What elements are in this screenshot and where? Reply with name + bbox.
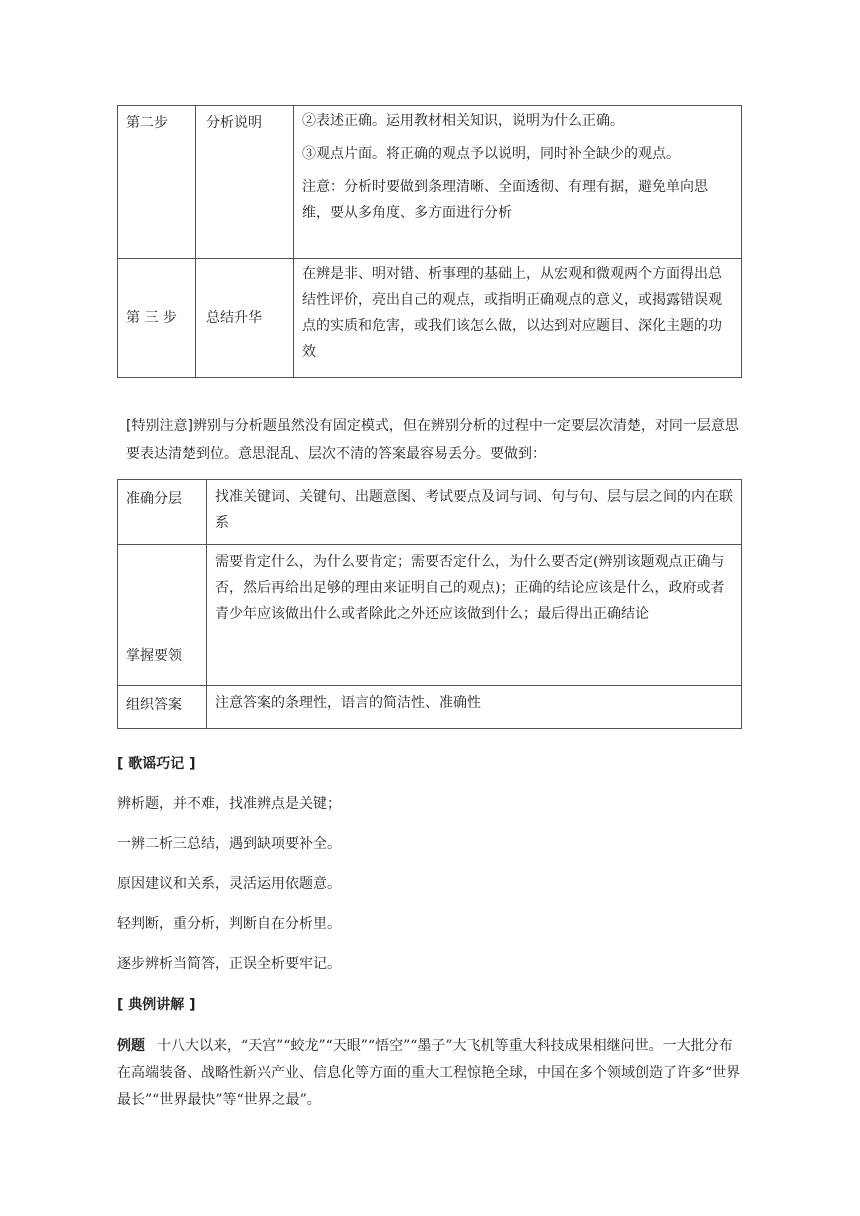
step-cell	[118, 106, 196, 259]
requirement-content: 注意答案的条理性，语言的简洁性、准确性	[215, 695, 481, 711]
step-title-cell	[196, 106, 294, 259]
requirement-content-cell	[207, 480, 742, 545]
step-paragraph: 在辨是非、明对错、析事理的基础上，从宏观和微观两个方面得出总结性评价，亮出自己的观点，或指明正确观点的意义，或揭露错误观点的实质和危害，或我们该怎么做，以达到对应题目、深化主题的功效	[302, 266, 722, 360]
rhyme-line: 逐步辨析当简答，正误全析要牢记。	[117, 956, 341, 972]
requirement-label: 掌握要领	[126, 648, 182, 664]
table-row	[118, 106, 742, 259]
step-paragraph: ③观点片面。将正确的观点予以说明，同时补全缺少的观点。	[302, 146, 680, 162]
table-row	[118, 480, 742, 545]
method-steps-table	[117, 105, 742, 378]
requirements-table	[117, 479, 742, 729]
step-paragraph: ②表述正确。运用教材相关知识，说明为什么正确。	[302, 113, 624, 129]
note-text: 辨别与分析题虽然没有固定模式，但在辨别分析的过程中一定要层次清楚，对同一层意思要表达清楚到位。意思混乱、层次不清的答案最容易丢分。要做到：	[126, 418, 739, 462]
requirement-label-cell	[118, 545, 207, 686]
step-content-cell	[294, 259, 742, 378]
step-label: 第 三 步	[126, 310, 177, 326]
requirement-content-cell	[207, 545, 742, 686]
step-label: 第二步	[126, 115, 168, 131]
special-note	[126, 412, 742, 468]
requirement-content: 需要肯定什么，为什么要肯定；需要否定什么，为什么要否定(辨别该题观点正确与否，然后再给出足够的理由来证明自己的观点)；正确的结论应该是什么，政府或者青少年应该做出什么或者除此之外还应该做到什么；最后得出正确结论	[215, 554, 725, 622]
step-title: 总结升华	[206, 310, 262, 326]
requirement-content-cell	[207, 686, 742, 729]
requirement-label: 组织答案	[126, 697, 182, 713]
requirement-content: 找准关键词、关键句、出题意图、考试要点及词与词、句与句、层与层之间的内在联系	[215, 489, 733, 531]
example-heading: [ 典例讲解 ]	[117, 997, 196, 1013]
table-row	[118, 259, 742, 378]
step-content-cell	[294, 106, 742, 259]
requirement-label-cell	[118, 480, 207, 545]
requirement-label-cell	[118, 686, 207, 729]
table-row	[118, 545, 742, 686]
step-cell	[118, 259, 196, 378]
rhyme-heading: [ 歌谣巧记 ]	[117, 756, 196, 772]
example-label: 例题	[117, 1038, 145, 1054]
example-text: 十八大以来，“天宫”“蛟龙”“天眼”“悟空”“墨子”大飞机等重大科技成果相继问世。一大批分布在高端装备、战略性新兴产业、信息化等方面的重大工程惊艳全球，中国在多个领域创造了许多“世界最长”“世界最快”等“世界之最”。	[117, 1038, 741, 1108]
requirement-label: 准确分层	[126, 491, 182, 507]
table-row	[118, 686, 742, 729]
rhyme-line: 轻判断，重分析，判断自在分析里。	[117, 916, 341, 932]
step-title-cell	[196, 259, 294, 378]
rhyme-line: 辨析题，并不难，找准辨点是关键；	[117, 796, 341, 812]
example-paragraph	[117, 1033, 742, 1114]
rhyme-line: 一辨二析三总结，遇到缺项要补全。	[117, 836, 341, 852]
rhyme-line: 原因建议和关系，灵活运用依题意。	[117, 876, 341, 892]
step-title: 分析说明	[206, 115, 262, 131]
step-paragraph: 注意：分析时要做到条理清晰、全面透彻、有理有据，避免单向思维，要从多角度、多方面进行分析	[302, 179, 708, 221]
note-label: [特别注意]	[126, 418, 193, 434]
